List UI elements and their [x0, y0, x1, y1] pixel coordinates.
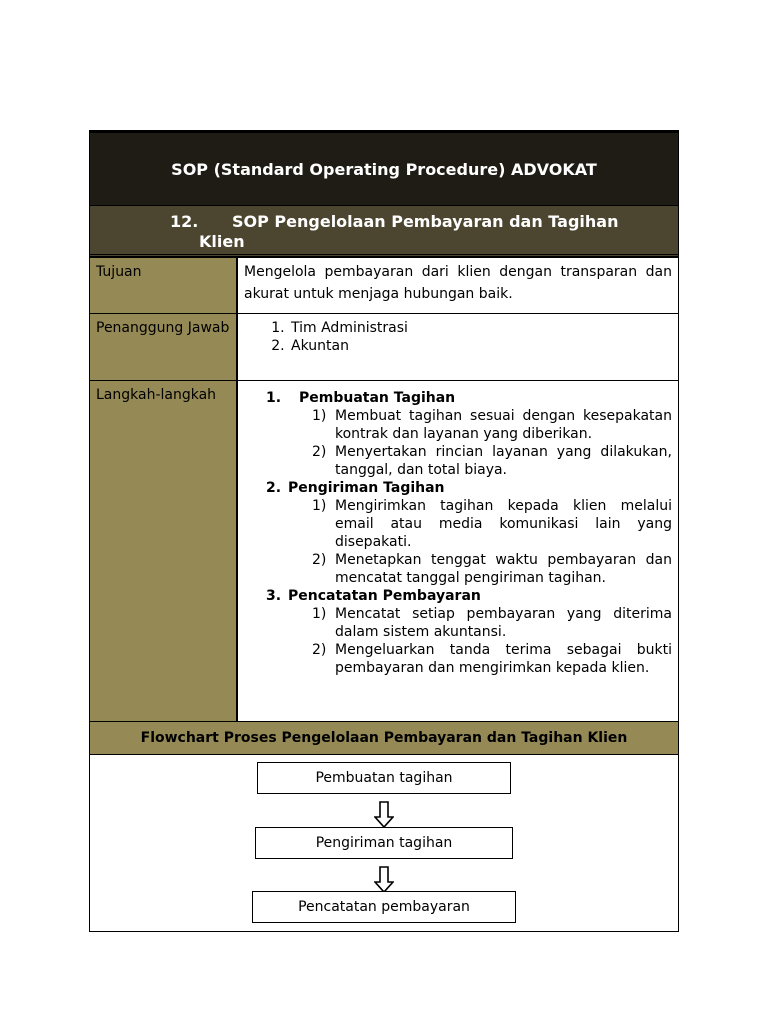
sop-document [89, 130, 679, 932]
step-item: 1) Membuat tagihan sesuai dengan kesepakatan kontrak dan layanan yang diberikan. [312, 408, 672, 442]
langkah-row [90, 380, 678, 721]
tujuan-row [90, 257, 678, 313]
flowchart-box-2: Pengiriman tagihan [255, 827, 513, 859]
step-title: 1. Pembuatan Tagihan [266, 390, 456, 406]
tujuan-text: Mengelola pembayaran dari klien dengan transparan dan akurat untuk menjaga hubungan baik. [244, 264, 672, 302]
langkah-label: Langkah-langkah [90, 381, 238, 721]
section-title [90, 205, 678, 257]
section-number: 12. [170, 212, 199, 231]
step-item: 2) Menyertakan rincian layanan yang dilakukan, tanggal, dan total biaya. [312, 444, 672, 478]
step-title: 3. Pencatatan Pembayaran [266, 588, 481, 604]
penanggung-jawab-label: Penanggung Jawab [90, 314, 238, 380]
flowchart-box-3: Pencatatan pembayaran [252, 891, 516, 923]
down-arrow-icon [374, 866, 394, 894]
step-item: 1) Mengirimkan tagihan kepada klien melalui email atau media komunikasi lain yang disepakati. [312, 498, 672, 550]
flowchart-box-1: Pembuatan tagihan [257, 762, 511, 794]
tujuan-label: Tujuan [90, 258, 238, 313]
penanggung-jawab-row [90, 313, 678, 380]
section-title-line1: SOP Pengelolaan Pembayaran dan Tagihan [232, 212, 619, 231]
penanggung-jawab-list [244, 319, 672, 355]
step-item: 2) Menetapkan tenggat waktu pembayaran dan mencatat tanggal pengiriman tagihan. [312, 552, 672, 586]
step-item: 1) Mencatat setiap pembayaran yang diterima dalam sistem akuntansi. [312, 606, 672, 640]
list-item: 2. Akuntan [289, 337, 672, 355]
step-title: 2. Pengiriman Tagihan [266, 480, 445, 496]
flowchart [90, 755, 678, 931]
section-title-line2: Klien [199, 232, 245, 251]
document-title: SOP (Standard Operating Procedure) ADVOKAT [90, 131, 678, 205]
flowchart-title: Flowchart Proses Pengelolaan Pembayaran dan Tagihan Klien [90, 721, 678, 755]
down-arrow-icon [374, 801, 394, 829]
list-item: 1. Tim Administrasi [289, 319, 672, 337]
step-item: 2) Mengeluarkan tanda terima sebagai bukti pembayaran dan mengirimkan kepada klien. [312, 642, 672, 676]
langkah-content [238, 381, 678, 721]
